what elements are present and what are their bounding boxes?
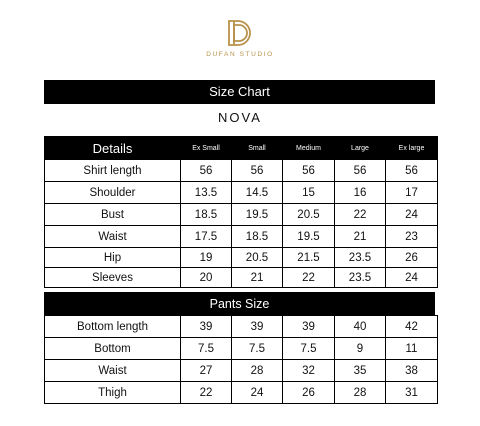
- column-header-ex-large: Ex large: [386, 137, 438, 160]
- column-header-small: Small: [232, 137, 283, 160]
- table-row: [45, 316, 438, 338]
- table-cell: 28: [335, 382, 386, 404]
- shirt-size-table: [44, 136, 438, 288]
- table-cell: 39: [181, 316, 232, 338]
- table-row: [45, 382, 438, 404]
- table-cell: 26: [386, 248, 438, 268]
- row-label: Shirt length: [45, 160, 181, 182]
- dufan-monogram-icon: [225, 18, 255, 48]
- table-cell: 26: [283, 382, 335, 404]
- table-cell: 42: [386, 316, 438, 338]
- table-row: [45, 226, 438, 248]
- table-cell: 15: [283, 182, 335, 204]
- table-cell: 24: [386, 268, 438, 288]
- table-cell: 7.5: [232, 338, 283, 360]
- pants-size-title: Pants Size: [44, 292, 435, 316]
- table-cell: 19: [181, 248, 232, 268]
- table-header-row: [45, 137, 438, 160]
- table-cell: 31: [386, 382, 438, 404]
- table-cell: 19.5: [283, 226, 335, 248]
- table-cell: 20.5: [232, 248, 283, 268]
- table-cell: 20: [181, 268, 232, 288]
- table-row: [45, 160, 438, 182]
- brand-name: DUFAN STUDIO: [206, 51, 274, 58]
- table-cell: 9: [335, 338, 386, 360]
- table-cell: 22: [283, 268, 335, 288]
- table-cell: 17: [386, 182, 438, 204]
- table-cell: 32: [283, 360, 335, 382]
- table-row: [45, 248, 438, 268]
- row-label: Waist: [45, 360, 181, 382]
- table-cell: 23.5: [335, 268, 386, 288]
- table-cell: 17.5: [181, 226, 232, 248]
- column-header-large: Large: [335, 137, 386, 160]
- table-cell: 28: [232, 360, 283, 382]
- table-cell: 24: [386, 204, 438, 226]
- row-label: Bottom length: [45, 316, 181, 338]
- table-cell: 19.5: [232, 204, 283, 226]
- table-row: [45, 182, 438, 204]
- table-cell: 38: [386, 360, 438, 382]
- table-row: [45, 204, 438, 226]
- table-cell: 40: [335, 316, 386, 338]
- row-label: Shoulder: [45, 182, 181, 204]
- table-cell: 35: [335, 360, 386, 382]
- table-cell: 11: [386, 338, 438, 360]
- column-header-medium: Medium: [283, 137, 335, 160]
- table-cell: 21: [232, 268, 283, 288]
- table-cell: 39: [232, 316, 283, 338]
- table-cell: 7.5: [283, 338, 335, 360]
- table-cell: 27: [181, 360, 232, 382]
- table-cell: 21.5: [283, 248, 335, 268]
- table-cell: 56: [386, 160, 438, 182]
- table-cell: 24: [232, 382, 283, 404]
- product-name: NOVA: [218, 110, 262, 125]
- table-cell: 13.5: [181, 182, 232, 204]
- table-cell: 22: [181, 382, 232, 404]
- column-header-details: Details: [45, 137, 181, 160]
- table-row: [45, 338, 438, 360]
- row-label: Waist: [45, 226, 181, 248]
- table-cell: 18.5: [232, 226, 283, 248]
- row-label: Thigh: [45, 382, 181, 404]
- row-label: Hip: [45, 248, 181, 268]
- table-cell: 56: [181, 160, 232, 182]
- pants-size-table: [44, 315, 438, 404]
- table-row: [45, 360, 438, 382]
- table-cell: 39: [283, 316, 335, 338]
- size-chart-title: Size Chart: [44, 80, 435, 104]
- table-cell: 7.5: [181, 338, 232, 360]
- table-cell: 22: [335, 204, 386, 226]
- brand-logo: [0, 18, 480, 58]
- row-label: Bust: [45, 204, 181, 226]
- table-cell: 56: [283, 160, 335, 182]
- table-cell: 20.5: [283, 204, 335, 226]
- table-cell: 16: [335, 182, 386, 204]
- row-label: Bottom: [45, 338, 181, 360]
- table-cell: 14.5: [232, 182, 283, 204]
- table-cell: 21: [335, 226, 386, 248]
- table-cell: 56: [335, 160, 386, 182]
- column-header-ex-small: Ex Small: [181, 137, 232, 160]
- table-row: [45, 268, 438, 288]
- row-label: Sleeves: [45, 268, 181, 288]
- table-cell: 23.5: [335, 248, 386, 268]
- table-cell: 18.5: [181, 204, 232, 226]
- table-cell: 23: [386, 226, 438, 248]
- table-cell: 56: [232, 160, 283, 182]
